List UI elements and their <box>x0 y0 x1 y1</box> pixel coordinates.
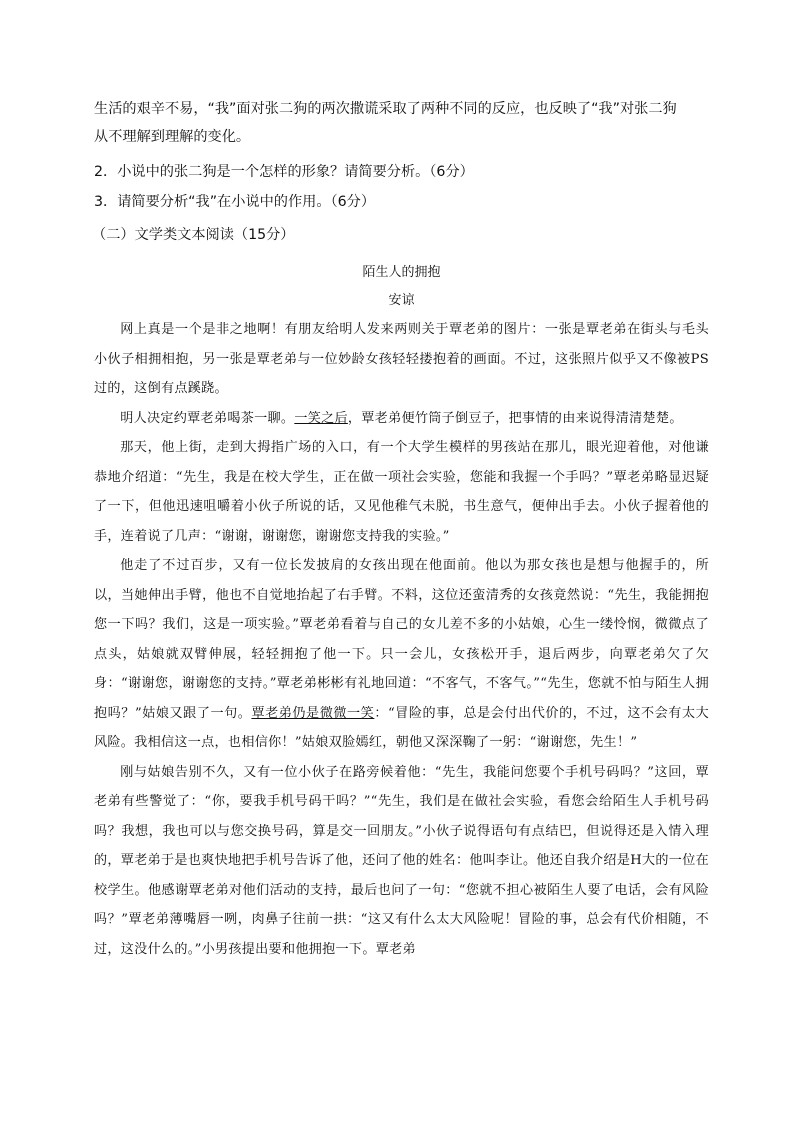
story-paragraph-1: 网上真是一个是非之地啊！有朋友给明人发来两则关于覃老弟的图片：一张是覃老弟在街头与毛头小伙子相拥相抱，另一张是覃老弟与一位妙龄女孩轻轻搂抱着的画面。不过，这张照片似乎又不像被PS过的，这倒有点蹊跷。 <box>94 322 709 396</box>
answer-continuation <box>94 95 709 151</box>
p4-text-before: 他走了不过百步，又有一位长发披肩的女孩出现在他面前。他以为那女孩也是想与他握手的，所以，当她伸出手臂，他也不自觉地抬起了右手臂。不料，这位还蛮清秀的女孩竟然说：“先生，我能拥抱您一下吗？我们，这是一项实验。”覃老弟看着与自己的女儿差不多的小姑娘，心生一缕怜悯，微微点了点头，姑娘就双臂伸展，轻轻拥抱了他一下。只一会儿，女孩松开手，退后两步，向覃老弟欠了欠身：“谢谢您，谢谢您的支持。”覃老弟彬彬有礼地回道：“不客气，不客气。”“先生，您就不怕与陌生人拥抱吗？”姑娘又跟了一句。 <box>94 558 709 721</box>
question-list <box>94 158 709 216</box>
p4-text-after: ：“冒险的事，总是会付出代价的，不过，这不会有太大风险。我相信这一点，也相信你！”姑娘双脸嫣红，朝他又深深鞠了一躬：“谢谢您，先生！” <box>94 705 709 750</box>
story-paragraph-2 <box>94 404 709 434</box>
p2-text-after: ，覃老弟便竹筒子倒豆子，把事情的由来说得清清楚楚。 <box>347 410 683 426</box>
p4-underlined-phrase: 覃老弟仍是微微一笑 <box>251 705 375 721</box>
story-title: 陌生人的拥抱 <box>362 265 441 280</box>
story-paragraph-5: 刚与姑娘告别不久，又有一位小伙子在路旁候着他：“先生，我能问您要个手机号码吗？”这回，覃老弟有些警觉了：“你，要我手机号码干吗？”“先生，我们是在做社会实验，看您会给陌生人手机号码吗？我想，我也可以与您交换号码，算是交一回朋友。”小伙子说得语句有点结巴，但说得还是入情入理的，覃老弟于是也爽快地把手机号告诉了他，还问了他的姓名：他叫李让。他还自我介绍是H大的一位在校学生。他感谢覃老弟对他们活动的支持，最后也问了一句：“您就不担心被陌生人要了电话，会有风险吗？”覃老弟薄嘴唇一咧，肉鼻子往前一拱：“这又有什么太大风险呢！冒险的事，总会有代价相随，不过，这没什么的。”小男孩提出要和他拥抱一下。覃老弟 <box>94 764 709 957</box>
story-paragraph-3: 那天，他上街，走到大拇指广场的入口，有一个大学生模样的男孩站在那儿，眼光迎着他，对他谦恭地介绍道：“先生，我是在校大学生，正在做一项社会实验，您能和我握一个手吗？”覃老弟略显迟疑了一下，但他迅速咀嚼着小伙子所说的话，又见他稚气未脱，书生意气，便伸出手去。小伙子握着他的手，连着说了几声：“谢谢，谢谢您，谢谢您支持我的实验。” <box>94 440 709 544</box>
answer-line-1: 生活的艰辛不易，“我”面对张二狗的两次撒谎采取了两种不同的反应，也反映了“我”对张二狗 <box>94 101 677 117</box>
story-author: 安谅 <box>388 293 415 308</box>
story-paragraph-4 <box>94 551 709 758</box>
story-body <box>94 315 709 964</box>
answer-line-2: 从不理解到理解的变化。 <box>94 129 251 145</box>
p2-text-before: 明人决定约覃老弟喝茶一聊。 <box>120 410 295 426</box>
p2-underlined-phrase: 一笑之后 <box>294 410 348 426</box>
question-3: 3．请简要分析“我”在小说中的作用。（6分） <box>94 194 376 210</box>
section-heading: （二）文学类文本阅读（15分） <box>92 227 295 243</box>
section-heading-block <box>92 221 707 249</box>
question-2: 2．小说中的张二狗是一个怎样的形象？请简要分析。（6分） <box>94 164 474 180</box>
